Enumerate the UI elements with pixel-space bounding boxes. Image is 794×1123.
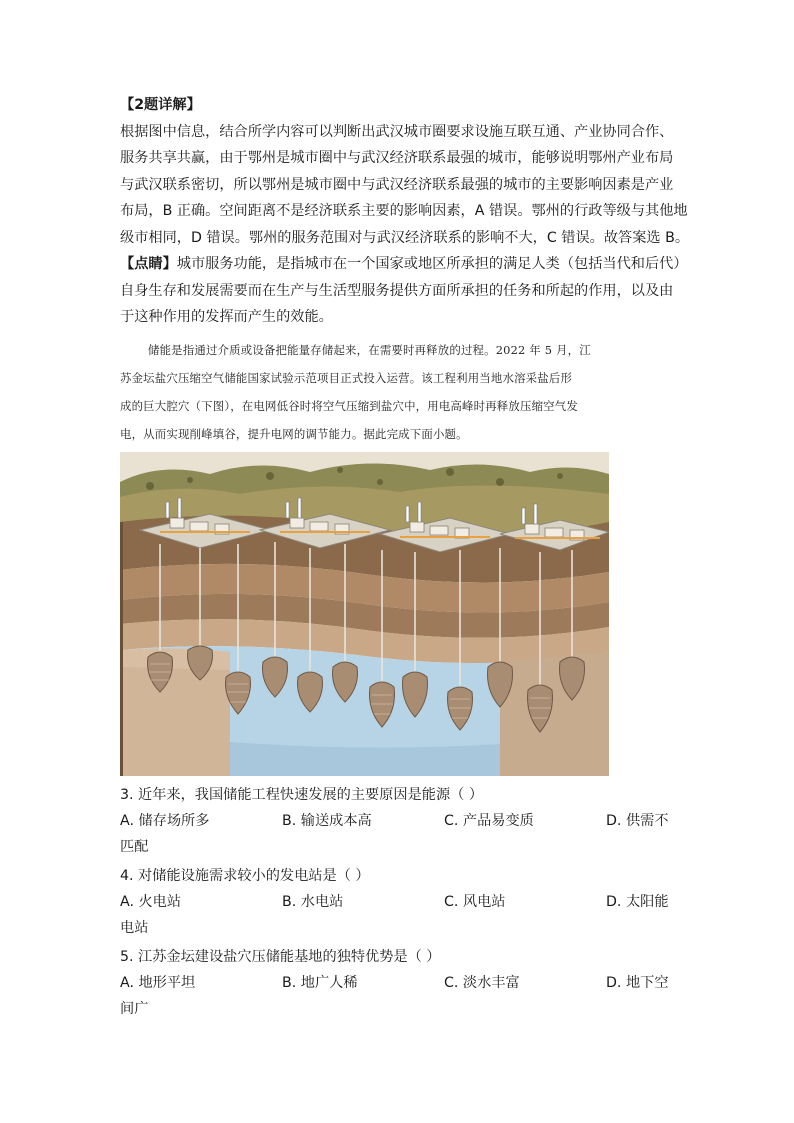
option-d: D. 太阳能 bbox=[606, 894, 669, 910]
option-c: C. 产品易变质 bbox=[444, 813, 534, 829]
options-row bbox=[120, 970, 680, 996]
option-b: B. 地广人稀 bbox=[282, 975, 358, 991]
passage-line: 电，从而实现削峰填谷，提升电网的调节能力。据此完成下面小题。 bbox=[120, 427, 468, 441]
note-line: 于这种作用的发挥而产生的效能。 bbox=[120, 309, 333, 325]
option-c: C. 风电站 bbox=[444, 894, 506, 910]
option-a: A. 储存场所多 bbox=[120, 813, 210, 829]
material-passage bbox=[120, 336, 680, 448]
option-a: A. 火电站 bbox=[120, 894, 182, 910]
passage-line: 苏金坛盐穴压缩空气储能国家试验示范项目正式投入运营。该工程利用当地水溶采盐后形 bbox=[120, 371, 573, 385]
option-a: A. 地形平坦 bbox=[120, 975, 196, 991]
question-stem: 5. 江苏金坛建设盐穴压储能基地的独特优势是（ ） bbox=[120, 949, 441, 965]
analysis-line: 级市相同，D 错误。鄂州的服务范围对与武汉经济联系的影响不大，C 错误。故答案选 B。 bbox=[120, 229, 690, 246]
option-b: B. 输送成本高 bbox=[282, 813, 372, 829]
question-5 bbox=[120, 944, 680, 1022]
salt-cavern-diagram bbox=[120, 452, 609, 776]
salt-cavern-illustration bbox=[120, 452, 609, 776]
question-stem: 3. 近年来，我国储能工程快速发展的主要原因是能源（ ） bbox=[120, 787, 484, 803]
note-first-line bbox=[120, 251, 688, 278]
passage-line: 储能是指通过介质或设备把能量存储起来，在需要时再释放的过程。2022 年 5 月，江 bbox=[148, 343, 591, 357]
analysis-line: 与武汉联系密切，所以鄂州是城市圈中与武汉经济联系最强的城市的主要影响因素是产业 bbox=[120, 176, 674, 193]
analysis-section bbox=[120, 92, 690, 331]
option-d: D. 供需不 bbox=[606, 813, 669, 829]
question-4 bbox=[120, 863, 680, 941]
option-d-wrap: 电站 bbox=[120, 920, 149, 936]
note-heading: 【点睛】 bbox=[120, 256, 177, 272]
option-c: C. 淡水丰富 bbox=[444, 975, 520, 991]
question-3 bbox=[120, 782, 680, 860]
note-line: 自身生存和发展需要而在生产与生活型服务提供方面所承担的任务和所起的作用，以及由 bbox=[120, 282, 674, 299]
note-first-text: 城市服务功能，是指城市在一个国家或地区所承担的满足人类（包括当代和后代） bbox=[176, 256, 688, 272]
options-row bbox=[120, 808, 680, 834]
question-stem: 4. 对储能设施需求较小的发电站是（ ） bbox=[120, 868, 370, 884]
option-d-wrap: 间广 bbox=[120, 1001, 149, 1017]
options-row bbox=[120, 889, 680, 915]
analysis-heading: 【2题详解】 bbox=[120, 97, 201, 113]
analysis-line: 服务共享共赢，由于鄂州是城市圈中与武汉经济联系最强的城市，能够说明鄂州产业布局 bbox=[120, 150, 674, 166]
analysis-line: 布局，B 正确。空间距离不是经济联系主要的影响因素，A 错误。鄂州的行政等级与其他地 bbox=[120, 203, 688, 219]
passage-line: 成的巨大腔穴（下图），在电网低谷时将空气压缩到盐穴中，用电高峰时再释放压缩空气发 bbox=[120, 399, 578, 413]
option-d-wrap: 匹配 bbox=[120, 839, 149, 855]
analysis-line: 根据图中信息，结合所学内容可以判断出武汉城市圈要求设施互联互通、产业协同合作、 bbox=[120, 123, 674, 140]
option-b: B. 水电站 bbox=[282, 894, 344, 910]
option-d: D. 地下空 bbox=[606, 975, 669, 991]
